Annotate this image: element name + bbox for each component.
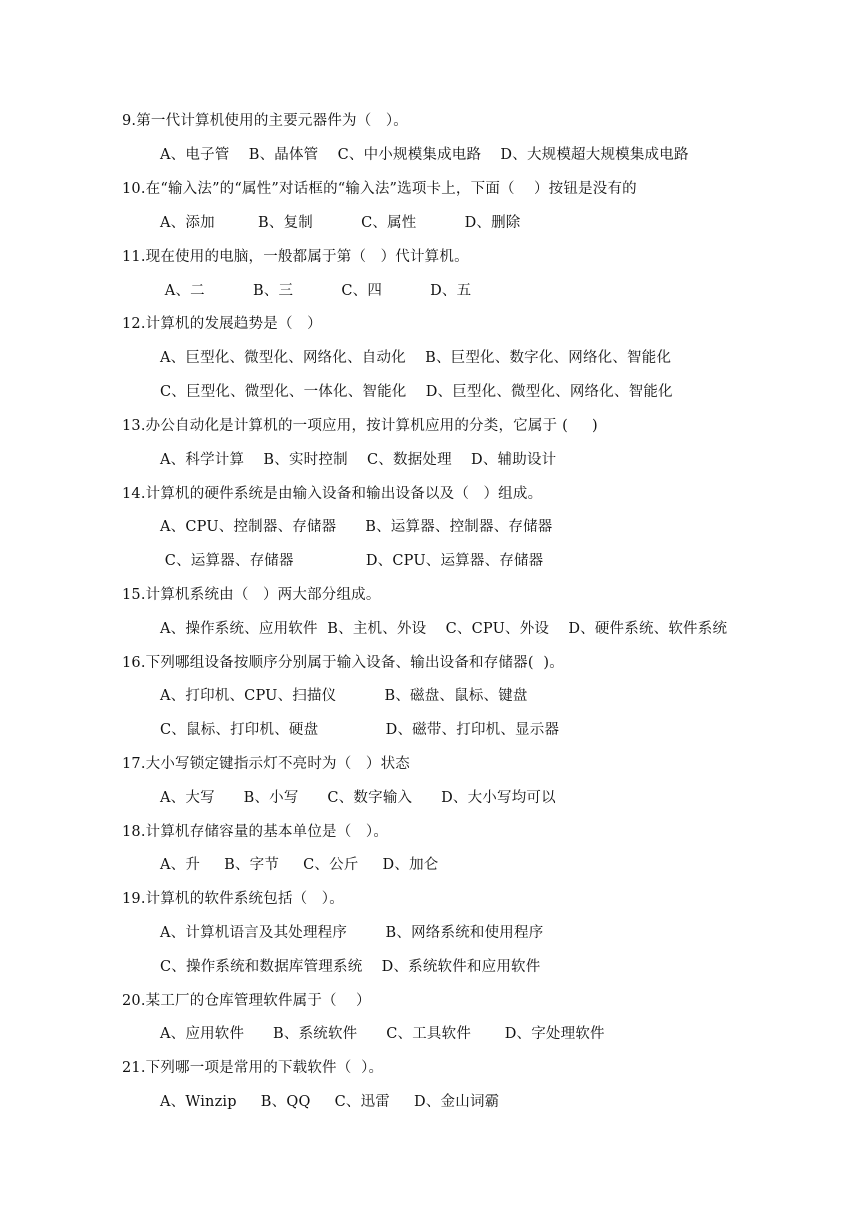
options-18: A、升 B、字节 C、公斤 D、加仑 [160, 857, 439, 873]
options-15: A、操作系统、应用软件 B、主机、外设 C、CPU、外设 D、硬件系统、软件系统 [160, 621, 728, 637]
question-15: 15.计算机系统由（ ）两大部分组成。 [122, 587, 381, 603]
options-12-ab: A、巨型化、微型化、网络化、自动化 B、巨型化、数字化、网络化、智能化 [160, 350, 672, 366]
options-11: A、二 B、三 C、四 D、五 [160, 283, 472, 299]
options-12-cd: C、巨型化、微型化、一体化、智能化 D、巨型化、微型化、网络化、智能化 [160, 384, 673, 400]
options-16-cd: C、鼠标、打印机、硬盘 D、磁带、打印机、显示器 [160, 722, 560, 738]
question-10: 10.在“输入法”的“属性”对话框的“输入法”选项卡上，下面（ ）按钮是没有的 [122, 181, 637, 197]
question-18: 18.计算机存储容量的基本单位是（ ）。 [122, 824, 389, 840]
options-14-ab: A、CPU、控制器、存储器 B、运算器、控制器、存储器 [160, 519, 553, 535]
options-20: A、应用软件 B、系统软件 C、工具软件 D、字处理软件 [160, 1026, 605, 1042]
question-12: 12.计算机的发展趋势是（ ） [122, 316, 322, 332]
question-13: 13.办公自动化是计算机的一项应用，按计算机应用的分类，它属于 ( ) [122, 418, 598, 434]
question-19: 19.计算机的软件系统包括（ ）。 [122, 891, 344, 907]
options-21: A、Winzip B、QQ C、迅雷 D、金山词霸 [160, 1094, 500, 1110]
options-19-cd: C、操作系统和数据库管理系统 D、系统软件和应用软件 [160, 959, 541, 975]
options-14-cd: C、运算器、存储器 D、CPU、运算器、存储器 [160, 553, 544, 569]
options-10: A、添加 B、复制 C、属性 D、删除 [160, 215, 521, 231]
options-9: A、电子管 B、晶体管 C、中小规模集成电路 D、大规模超大规模集成电路 [160, 147, 689, 163]
options-17: A、大写 B、小写 C、数字输入 D、大小写均可以 [160, 790, 556, 806]
question-17: 17.大小写锁定键指示灯不亮时为（ ）状态 [122, 756, 410, 772]
question-14: 14.计算机的硬件系统是由输入设备和输出设备以及（ ）组成。 [122, 486, 543, 502]
question-9: 9.第一代计算机使用的主要元器件为（ ）。 [122, 113, 409, 129]
options-19-ab: A、计算机语言及其处理程序 B、网络系统和使用程序 [160, 925, 544, 941]
question-20: 20.某工厂的仓库管理软件属于（ ） [122, 993, 371, 1009]
options-13: A、科学计算 B、实时控制 C、数据处理 D、辅助设计 [160, 452, 557, 468]
options-16-ab: A、打印机、CPU、扫描仪 B、磁盘、鼠标、键盘 [160, 688, 528, 704]
question-11: 11.现在使用的电脑，一般都属于第（ ）代计算机。 [122, 249, 469, 265]
question-16: 16.下列哪组设备按顺序分别属于输入设备、输出设备和存储器( )。 [122, 655, 564, 671]
question-21: 21.下列哪一项是常用的下载软件（ ）。 [122, 1060, 384, 1076]
